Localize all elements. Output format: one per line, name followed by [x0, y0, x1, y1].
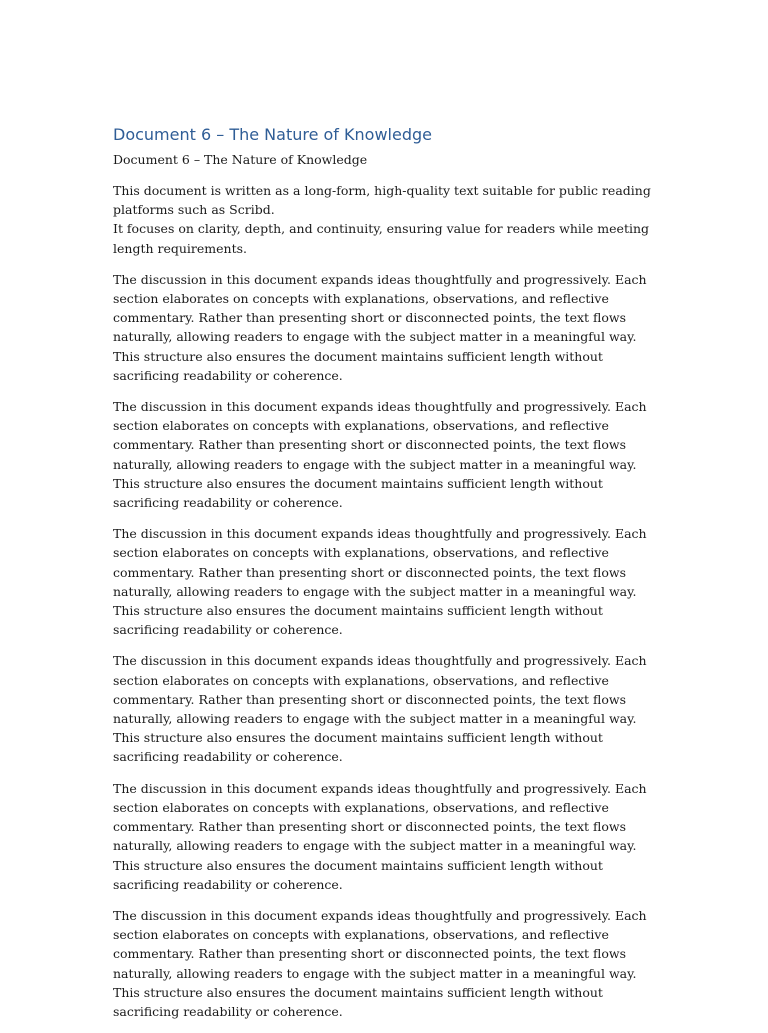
body-paragraph-2: The discussion in this document expands ideas thoughtfully and progressively. Each section elaborates on concepts with explanations, observations, and reflective commentary. Rather than presenting short or disconnected points, the text flows naturally, allowing readers to engage with the subject matter in a meaningful way. This structure also ensures the document maintains sufficient length without sacrificing readability or coherence. [113, 399, 647, 511]
body-paragraph-6: The discussion in this document expands ideas thoughtfully and progressively. Each section elaborates on concepts with explanations, observations, and reflective commentary. Rather than presenting short or disconnected points, the text flows naturally, allowing readers to engage with the subject matter in a meaningful way. This structure also ensures the document maintains sufficient length without sacrificing readability or coherence. [113, 907, 647, 1019]
document-subtitle: Document 6 – The Nature of Knowledge [113, 152, 368, 167]
body-paragraph-1: The discussion in this document expands ideas thoughtfully and progressively. Each section elaborates on concepts with explanations, observations, and reflective commentary. Rather than presenting short or disconnected points, the text flows naturally, allowing readers to engage with the subject matter in a meaningful way. This structure also ensures the document maintains sufficient length without sacrificing readability or coherence. [113, 271, 647, 383]
intro-paragraph [113, 181, 658, 258]
intro-line-2: It focuses on clarity, depth, and continuity, ensuring value for readers while meeting length requirements. [113, 221, 650, 256]
body-paragraph-5: The discussion in this document expands ideas thoughtfully and progressively. Each section elaborates on concepts with explanations, observations, and reflective commentary. Rather than presenting short or disconnected points, the text flows naturally, allowing readers to engage with the subject matter in a meaningful way. This structure also ensures the document maintains sufficient length without sacrificing readability or coherence. [113, 780, 647, 892]
document-heading: Document 6 – The Nature of Knowledge [113, 125, 432, 144]
body-paragraph-3: The discussion in this document expands ideas thoughtfully and progressively. Each section elaborates on concepts with explanations, observations, and reflective commentary. Rather than presenting short or disconnected points, the text flows naturally, allowing readers to engage with the subject matter in a meaningful way. This structure also ensures the document maintains sufficient length without sacrificing readability or coherence. [113, 526, 647, 638]
intro-line-1: This document is written as a long-form, high-quality text suitable for public reading platforms such as Scribd. [113, 183, 651, 218]
body-paragraph-4: The discussion in this document expands ideas thoughtfully and progressively. Each section elaborates on concepts with explanations, observations, and reflective commentary. Rather than presenting short or disconnected points, the text flows naturally, allowing readers to engage with the subject matter in a meaningful way. This structure also ensures the document maintains sufficient length without sacrificing readability or coherence. [113, 653, 647, 765]
document-page [113, 124, 658, 1033]
